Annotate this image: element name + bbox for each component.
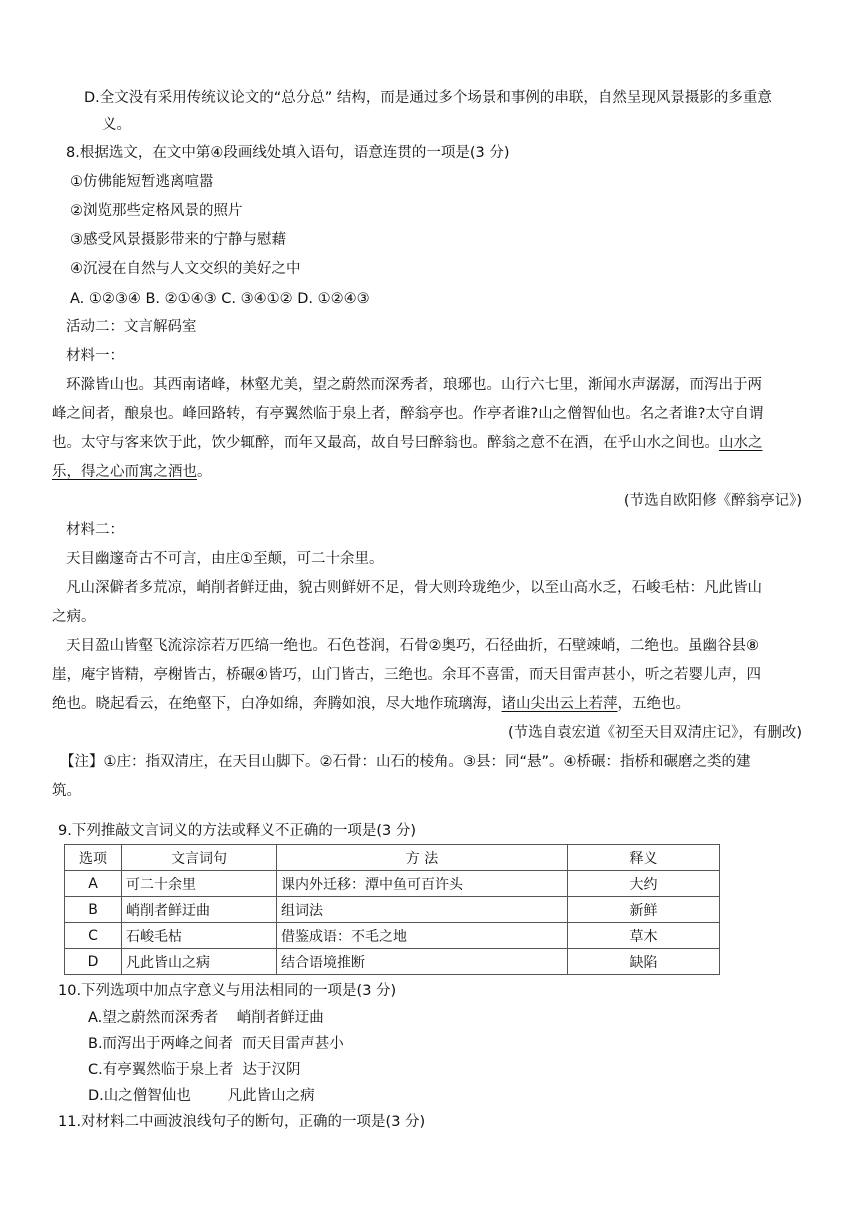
annotation-line-1: 【注】①庄：指双清庄，在天目山脚下。②石骨：山石的棱角。③县：同“悬”。④桥碾：指桥和碾磨之类的建 [60,754,751,770]
material-1-line-3: 也。太守与客来饮于此，饮少辄醉，而年又最高，故自号曰醉翁也。醉翁之意不在酒，在乎山水之间也。山水之 [52,435,763,451]
material-1-label: 材料一： [66,348,124,364]
table-cell: 结合语境推断 [277,949,568,975]
table-cell: 课内外迁移：潭中鱼可百许头 [277,871,568,897]
q11-stem: 11.对材料二中画波浪线句子的断句，正确的一项是(3 分) [58,1114,426,1130]
table-cell: 凡此皆山之病 [122,949,277,975]
q7-option-d-line1: D.全文没有采用传统议论文的“总分总” 结构，而是通过多个场景和事例的串联，自然呈现风景摄影的多重意 [84,90,772,106]
table-header-row [65,845,720,871]
table-cell: 峭削者鲜迂曲 [122,897,277,923]
material-2-paragraph-3-line-3: 绝也。晓起看云，在绝壑下，白净如绵，奔腾如浪，尽大地作琉璃海，诸山尖出云上若萍，五绝也。 [52,696,690,712]
material-1-line-4: 乐，得之心而寓之酒也。 [52,464,212,480]
q9-table [64,844,720,975]
q7-option-d-line2: 义。 [102,117,131,133]
q10-option-b: B.而泻出于两峰之间者 而天目雷声甚小 [88,1036,344,1052]
material-2-source: (节选自袁宏道《初至天目双清庄记》，有删改) [507,725,802,741]
table-cell: B [65,897,122,923]
material-2-label: 材料二： [66,522,124,538]
q10-option-c: C.有亭翼然临于泉上者 达于汉阴 [88,1062,301,1078]
table-header-cell: 文言词句 [122,845,277,871]
table-header-cell: 释义 [568,845,720,871]
table-cell: 可二十余里 [122,871,277,897]
table-header-cell: 方 法 [277,845,568,871]
material-2-paragraph-3-line-1: 天目盈山皆壑飞流淙淙若万匹缟一绝也。石色苍润，石骨②奥巧，石径曲折，石壁竦峭，二绝也。虽幽谷县⑧ [66,638,759,654]
table-row [65,949,720,975]
q10-stem: 10.下列选项中加点字意义与用法相同的一项是(3 分) [58,983,397,999]
q10-option-a: A.望之蔚然而深秀者 峭削者鲜迂曲 [88,1010,324,1026]
material-2-paragraph-2-line-2: 之病。 [52,609,96,625]
table-row [65,897,720,923]
q8-options: A. ①②③④ B. ②①④③ C. ③④①② D. ①②④③ [70,291,370,307]
q8-item-1: ①仿佛能短暂逃离喧嚣 [70,174,214,190]
q9-stem: 9.下列推敲文言词义的方法或释义不正确的一项是(3 分) [58,823,416,839]
material-2-paragraph-2-line-1: 凡山深僻者多荒凉，峭削者鲜迂曲，貌古则鲜妍不足，骨大则玲珑绝少，以至山高水乏，石峻毛枯：凡此皆山 [66,580,762,596]
table-cell: D [65,949,122,975]
underlined-sentence-part-2: 乐，得之心而寓之酒也 [52,464,197,480]
table-cell: 大约 [568,871,720,897]
table-cell: 组词法 [277,897,568,923]
annotation-line-2: 筑。 [52,783,81,799]
q10-option-d: D.山之僧智仙也 凡此皆山之病 [88,1088,315,1104]
q8-item-3: ③感受风景摄影带来的宁静与慰藉 [70,232,286,248]
table-cell: 石峻毛枯 [122,923,277,949]
table-row [65,923,720,949]
underlined-sentence-part-1: 山水之 [719,435,763,451]
q8-stem: 8.根据选文，在文中第④段画线处填入语句，语意连贯的一项是(3 分) [66,145,510,161]
q8-item-4: ④沉浸在自然与人文交织的美好之中 [70,261,301,277]
material-1-line-1: 环滁皆山也。其西南诸峰，林壑尤美，望之蔚然而深秀者，琅琊也。山行六七里，渐闻水声潺潺，而泻出于两 [66,377,762,393]
table-header-cell: 选项 [65,845,122,871]
activity-2-title: 活动二：文言解码室 [66,319,197,335]
table-cell: 借鉴成语：不毛之地 [277,923,568,949]
material-2-paragraph-1: 天目幽邃奇古不可言，由庄①至颠，可二十余里。 [66,551,384,567]
material-1-line-2: 峰之间者，酿泉也。峰回路转，有亭翼然临于泉上者，醉翁亭也。作亭者谁?山之僧智仙也。名之者谁?太守自谓 [52,406,764,422]
table-cell: 草木 [568,923,720,949]
table-cell: A [65,871,122,897]
table-cell: 新鲜 [568,897,720,923]
table-cell: 缺陷 [568,949,720,975]
material-1-source: (节选自欧阳修《醉翁亭记》) [623,493,802,509]
table-cell: C [65,923,122,949]
table-row [65,871,720,897]
material-2-paragraph-3-line-2: 崖，庵宇皆精，亭榭皆古，桥碾④皆巧，山门皆古，三绝也。余耳不喜雷，而天目雷声甚小，听之若婴儿声，四 [52,667,761,683]
q8-item-2: ②浏览那些定格风景的照片 [70,203,243,219]
underlined-sentence-material-2: 诸山尖出云上若萍 [501,696,618,712]
